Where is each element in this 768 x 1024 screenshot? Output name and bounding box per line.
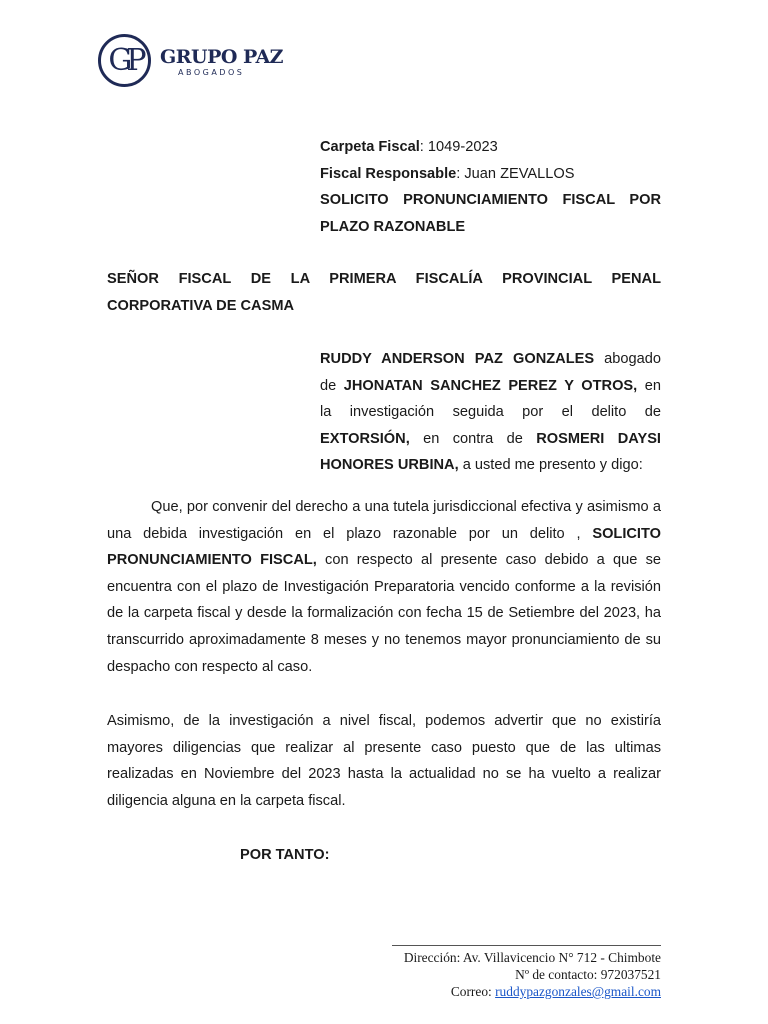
logo-monogram: GP — [108, 43, 141, 78]
footer-email-line: Correo: ruddypazgonzales@gmail.com — [450, 984, 661, 999]
intro-line-5: HONORES URBINA, a usted me presento y digo: — [320, 457, 643, 474]
logo-subtitle: ABOGADOS — [178, 68, 245, 77]
firm-logo — [98, 34, 298, 94]
letter-footer — [392, 945, 661, 1000]
intro-line-2: de JHONATAN SANCHEZ PEREZ Y OTROS, en — [320, 377, 661, 394]
addressee-line-2: CORPORATIVA DE CASMA — [107, 297, 295, 314]
introduction — [320, 346, 661, 479]
intro-line-1: RUDDY ANDERSON PAZ GONZALES abogado — [320, 351, 661, 367]
footer-email-link[interactable]: ruddypazgonzales@gmail.com — [495, 984, 661, 999]
carpeta-value: : 1049-2023 — [419, 139, 498, 155]
fiscal-label: Fiscal Responsable — [320, 165, 457, 182]
logo-firm-name: GRUPO PAZ — [160, 46, 284, 68]
fiscal-responsable-line — [320, 161, 661, 188]
paragraph-diligences: Asimismo, de la investigación a nivel fiscal, podemos advertir que no existiría mayores diligencias que realizar al presente caso puesto que de las ultimas realizadas en Noviembre del 2023 hasta la actualidad no se ha vuelto a realizar diligencia alguna en la carpeta fiscal. — [107, 713, 661, 809]
paragraph-request: Que, por convenir del derecho a una tutela jurisdiccional efectiva y asimismo a una debida investigación en el plazo razonable por un delito , SOLICITO PRONUNCIAMIENTO FISCAL, con respecto al presente caso debido a que se encuentra con el plazo de Investigación Preparatoria vencido conforme a la revisión de la carpeta fiscal y desde la formalización con fecha 15 de Setiembre del 2023, ha transcurrido aproximadamente 8 meses y no tenemos mayor pronunciamiento de su despacho con respecto al caso. — [107, 499, 661, 675]
sumilla-line-2: PLAZO RAZONABLE — [320, 218, 466, 235]
carpeta-fiscal-line — [320, 134, 661, 161]
por-tanto-heading: POR TANTO: — [240, 847, 330, 863]
sumilla-line-1: SOLICITO PRONUNCIAMIENTO FISCAL POR — [320, 192, 661, 209]
footer-address: Dirección: Av. Villavicencio N° 712 - Chimbote — [403, 950, 661, 965]
fiscal-value: : Juan ZEVALLOS — [456, 165, 575, 182]
carpeta-label: Carpeta Fiscal — [320, 139, 420, 155]
intro-line-3: la investigación seguida por el delito de — [320, 404, 661, 421]
footer-contact: Nº de contacto: 972037521 — [515, 967, 661, 982]
case-header — [320, 134, 661, 240]
intro-line-4: EXTORSIÓN, en contra de ROSMERI DAYSI — [320, 430, 661, 447]
addressee-line-1: SEÑOR FISCAL DE LA PRIMERA FISCALÍA PROVINCIAL PENAL — [107, 271, 661, 287]
addressee — [107, 266, 661, 319]
